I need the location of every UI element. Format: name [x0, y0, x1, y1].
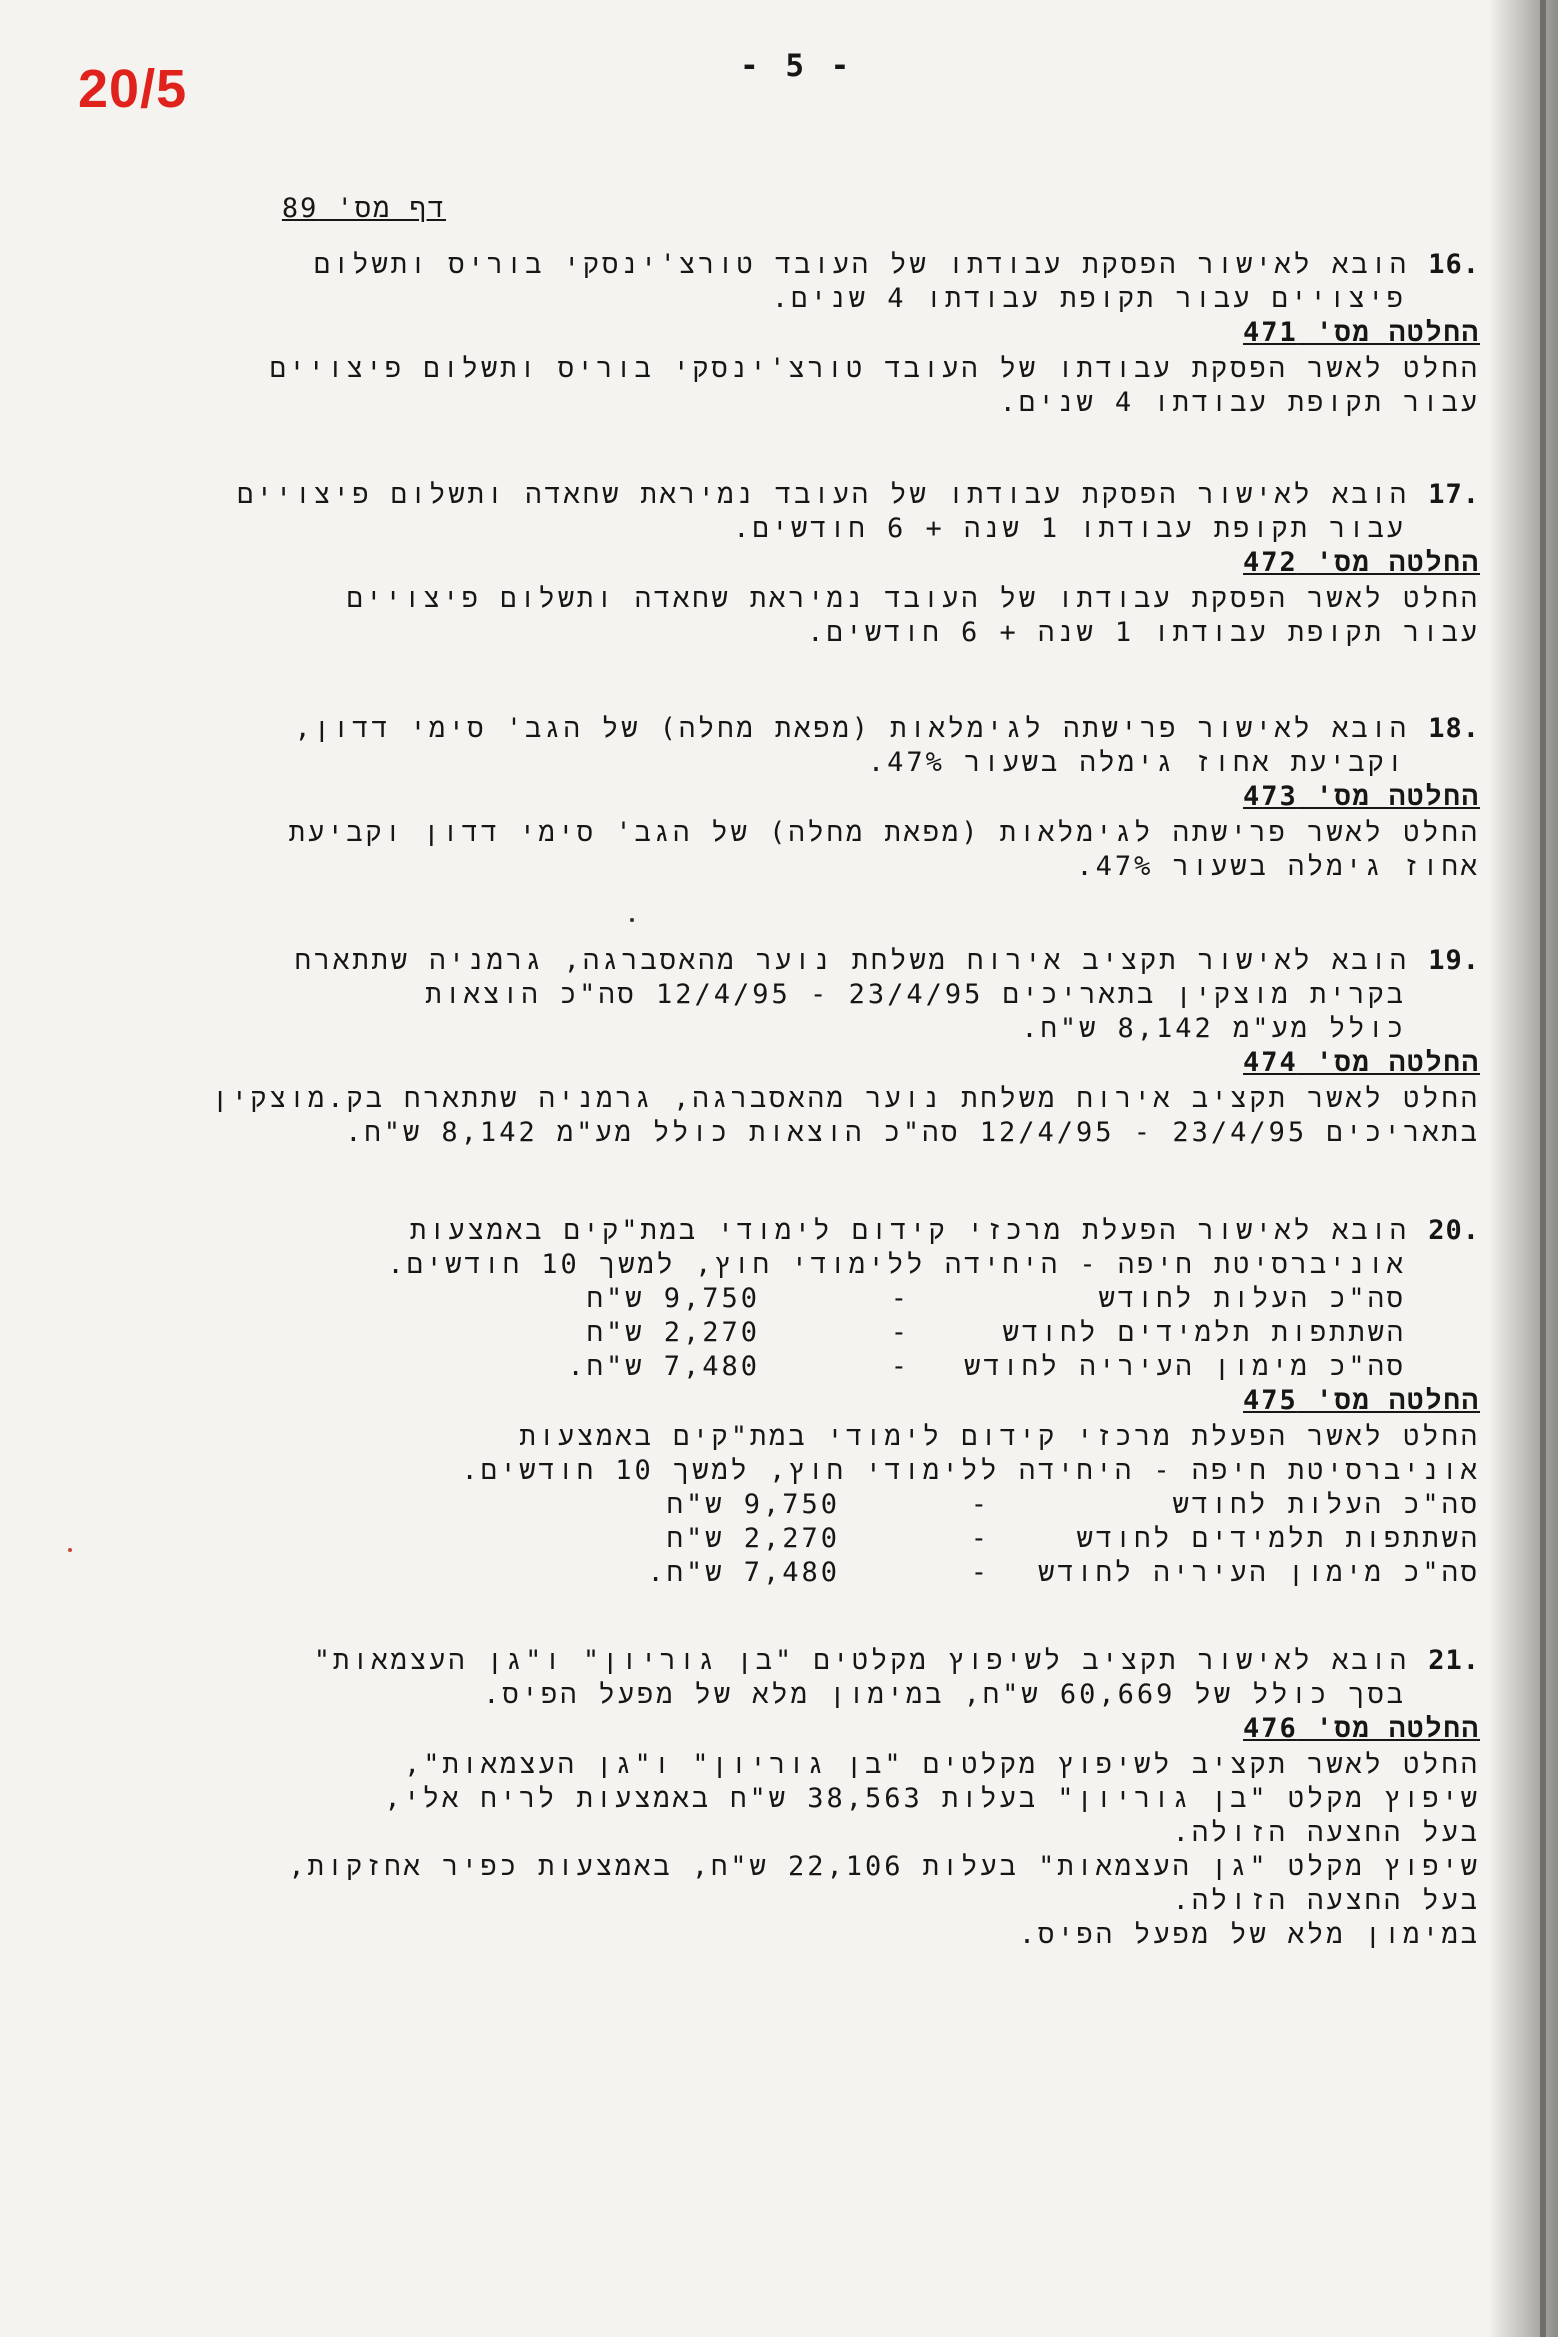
decision-title-line	[150, 1046, 1480, 1080]
cost-row	[150, 1282, 1480, 1316]
decision-title-line	[150, 1384, 1480, 1418]
decision-line: החלט לאשר הפסקת עבודתו של העובד נמיראת שחאדה ותשלום פיצויים	[346, 583, 1480, 614]
decision-title: החלטה מס' 474	[1243, 1047, 1480, 1078]
cost-amount: 9,750 ש"ח	[666, 1489, 840, 1520]
item-line: וקביעת אחוז גימלה בשעור 47%.	[867, 747, 1406, 778]
decision-line: בתאריכים 23/4/95 - 12/4/95 סה"כ הוצאות כולל מע"מ 8,142 ש"ח.	[345, 1117, 1480, 1148]
decision-title-line	[150, 316, 1480, 350]
agenda-item-18	[150, 712, 1480, 884]
decision-title-line	[150, 780, 1480, 814]
paper-speck	[68, 1548, 72, 1552]
item-line: .18 הובא לאישור פרישתה לגימלאות (מפאת מחלה) של הגב' סימי דדון,	[294, 713, 1480, 744]
cost-amount: 7,480 ש"ח.	[567, 1351, 760, 1382]
cost-dash: -	[970, 1523, 990, 1554]
cost-amount: 7,480 ש"ח.	[647, 1557, 840, 1588]
decision-title: החלטה מס' 472	[1243, 547, 1480, 578]
item-line: .20 הובא לאישור הפעלת מרכזי קידום לימודי במת"קים באמצעות	[409, 1215, 1480, 1246]
agenda-item-21	[150, 1644, 1480, 1952]
decision-cost-row	[150, 1522, 1480, 1556]
decision-title-line	[150, 1712, 1480, 1746]
cost-amount: 2,270 ש"ח	[666, 1523, 840, 1554]
decision-line: החלט לאשר הפסקת עבודתו של העובד טורצ'ינסקי בוריס ותשלום פיצויים	[269, 353, 1480, 384]
cost-label: סה"כ העלות לחודש	[1172, 1489, 1480, 1520]
decision-cost-row	[150, 1488, 1480, 1522]
sheet-reference: דף מס' 89	[281, 193, 446, 224]
item-number: .17	[1428, 479, 1480, 510]
item-line: אוניברסיטת חיפה - היחידה ללימודי חוץ, למשך 10 חודשים.	[387, 1249, 1406, 1280]
decision-title: החלטה מס' 475	[1243, 1385, 1480, 1416]
item-line: בקרית מוצקין בתאריכים 23/4/95 - 12/4/95 סה"כ הוצאות	[425, 979, 1406, 1010]
decision-line: בעל החצעה הזולה.	[1172, 1885, 1480, 1916]
item-number: .19	[1428, 945, 1480, 976]
decision-title: החלטה מס' 473	[1243, 781, 1480, 812]
item-number: .18	[1428, 713, 1480, 744]
item-number: .16	[1428, 249, 1480, 280]
cost-label: סה"כ מימון העיריה לחודש	[964, 1351, 1406, 1382]
decision-line: החלט לאשר פרישתה לגימלאות (מפאת מחלה) של הגב' סימי דדון וקביעת	[288, 817, 1480, 848]
decision-title: החלטה מס' 471	[1243, 317, 1480, 348]
agenda-item-20	[150, 1214, 1480, 1590]
item-number: .21	[1428, 1645, 1480, 1676]
decision-title-line	[150, 546, 1480, 580]
item-number: .20	[1428, 1215, 1480, 1246]
cost-label: השתתפות תלמידים לחודש	[1002, 1317, 1406, 1348]
item-line: בסך כולל של 60,669 ש"ח, במימון מלא של מפעל הפיס.	[483, 1679, 1406, 1710]
item-line: .17 הובא לאישור הפסקת עבודתו של העובד נמיראת שחאדה ותשלום פיצויים	[237, 479, 1480, 510]
decision-line: אוניברסיטת חיפה - היחידה ללימודי חוץ, למשך 10 חודשים.	[461, 1455, 1480, 1486]
agenda-item-17	[150, 478, 1480, 650]
item-line: עבור תקופת עבודתו 1 שנה + 6 חודשים.	[733, 513, 1406, 544]
decision-line: בעל החצעה הזולה.	[1172, 1817, 1480, 1848]
cost-dash: -	[970, 1557, 990, 1588]
decision-line: שיפוץ מקלט "גן העצמאות" בעלות 22,106 ש"ח, באמצעות כפיר אחזקות,	[288, 1851, 1480, 1882]
cost-dash: -	[890, 1283, 910, 1314]
decision-line: עבור תקופת עבודתו 4 שנים.	[999, 387, 1480, 418]
decision-cost-row	[150, 1556, 1480, 1590]
cost-amount: 2,270 ש"ח	[586, 1317, 760, 1348]
item-line: .19 הובא לאישור תקציב אירוח משלחת נוער מהאסברגה, גרמניה שתתארח	[294, 945, 1480, 976]
item-line: כולל מע"מ 8,142 ש"ח.	[1021, 1013, 1406, 1044]
decision-title: החלטה מס' 476	[1243, 1713, 1480, 1744]
item-line: .21 הובא לאישור תקציב לשיפוץ מקלטים "בן גוריון" ו"גן העצמאות"	[313, 1645, 1480, 1676]
paper-speck	[630, 918, 634, 922]
agenda-item-19	[150, 944, 1480, 1150]
cost-amount: 9,750 ש"ח	[586, 1283, 760, 1314]
item-line: .16 הובא לאישור הפסקת עבודתו של העובד טורצ'ינסקי בוריס ותשלום	[313, 249, 1480, 280]
agenda-item-16	[150, 248, 1480, 420]
decision-line: אחוז גימלה בשעור 47%.	[1076, 851, 1480, 882]
cost-row	[150, 1350, 1480, 1384]
cost-label: השתתפות תלמידים לחודש	[1076, 1523, 1480, 1554]
cost-dash: -	[970, 1489, 990, 1520]
binder-edge	[1540, 0, 1546, 2337]
page-number: - 5 -	[740, 48, 854, 84]
decision-line: החלט לאשר הפעלת מרכזי קידום לימודי במת"קים באמצעות	[519, 1421, 1480, 1452]
cost-label: סה"כ מימון העיריה לחודש	[1038, 1557, 1480, 1588]
decision-line: החלט לאשר תקציב אירוח משלחת נוער מהאסברגה, גרמניה שתתארח בק.מוצקין	[212, 1083, 1480, 1114]
decision-line: שיפוץ מקלט "בן גוריון" בעלות 38,563 ש"ח באמצעות לריח אלי,	[384, 1783, 1480, 1814]
cost-label: סה"כ העלות לחודש	[1098, 1283, 1406, 1314]
decision-line: עבור תקופת עבודתו 1 שנה + 6 חודשים.	[807, 617, 1480, 648]
page-stamp: 20/5	[78, 59, 188, 119]
cost-dash: -	[890, 1317, 910, 1348]
item-line: פיצויים עבור תקופת עבודתו 4 שנים.	[771, 283, 1406, 314]
cost-row	[150, 1316, 1480, 1350]
decision-line: במימון מלא של מפעל הפיס.	[1018, 1919, 1480, 1950]
cost-dash: -	[890, 1351, 910, 1382]
page-edge-shadow	[1488, 0, 1558, 2337]
decision-line: החלט לאשר תקציב לשיפוץ מקלטים "בן גוריון" ו"גן העצמאות",	[403, 1749, 1480, 1780]
